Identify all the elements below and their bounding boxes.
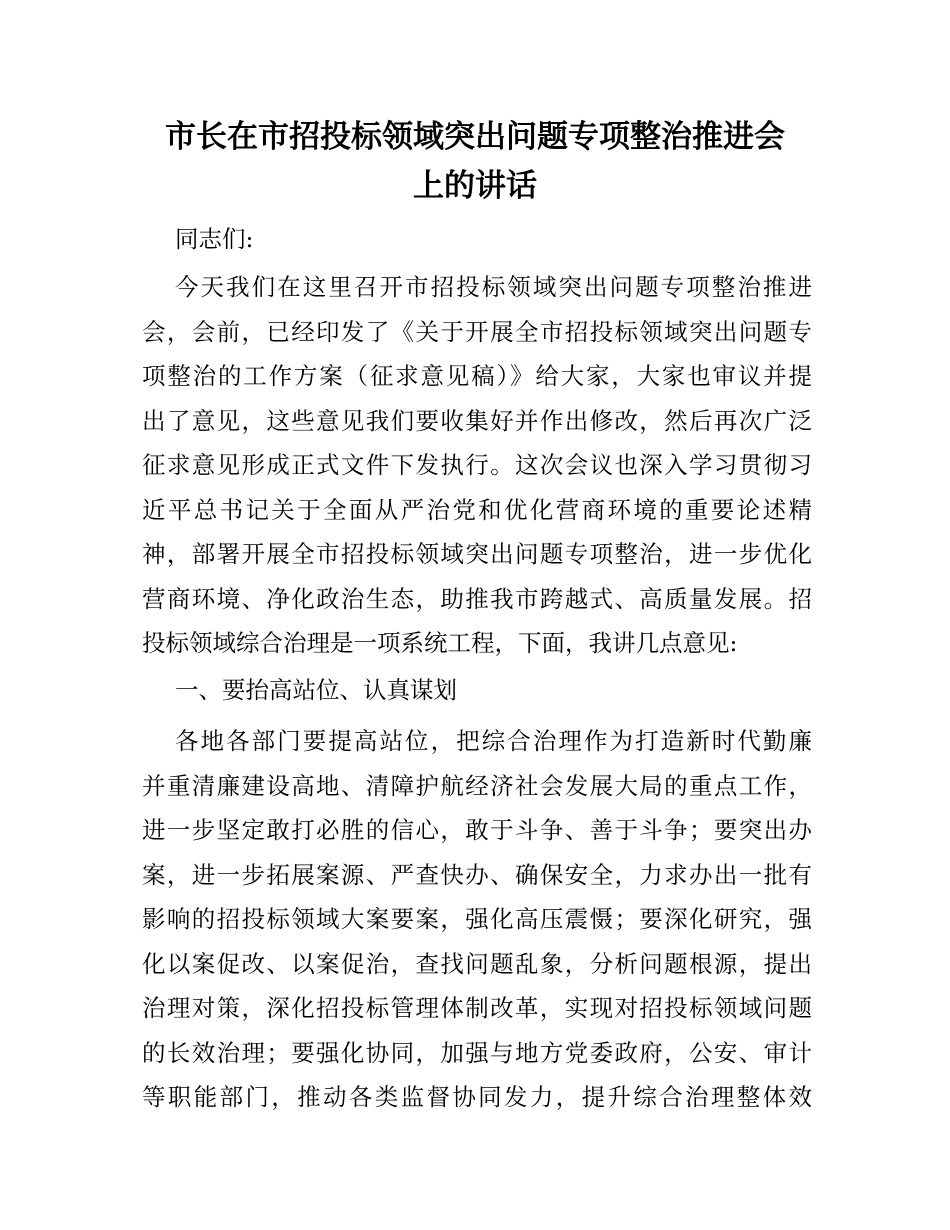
- paragraph-opening: [142, 265, 812, 666]
- paragraph-line: 化以案促改、以案促治，查找问题乱象，分析问题根源，提出: [142, 949, 812, 978]
- paragraph-line: 并重清廉建设高地、清障护航经济社会发展大局的重点工作，: [142, 771, 812, 800]
- section-heading: [142, 668, 812, 713]
- paragraph-line: 进一步坚定敢打必胜的信心，敢于斗争、善于斗争；要突出办: [142, 816, 812, 844]
- paragraph-line: 项整治的工作方案（征求意见稿）》给大家，大家也审议并提: [142, 362, 812, 390]
- paragraph-line: 今天我们在这里召开市招投标领域突出问题专项整治推进: [175, 273, 812, 301]
- paragraph-line: 征求意见形成正式文件下发执行。这次会议也深入学习贯彻习: [142, 451, 812, 479]
- section-heading-text: 一、要抬高站位、认真谋划: [175, 676, 457, 704]
- paragraph-line: 影响的招投标领域大案要案，强化高压震慑；要深化研究，强: [142, 905, 812, 933]
- paragraph-line: 等职能部门，推动各类监督协同发力，提升综合治理整体效: [142, 1083, 812, 1111]
- paragraph-line: 案，进一步拓展案源、严查快办、确保安全，力求办出一批有: [142, 860, 812, 889]
- paragraph-section-1: [142, 719, 812, 1120]
- paragraph-line: 的长效治理；要强化协同，加强与地方党委政府，公安、审计: [142, 1038, 812, 1067]
- paragraph-line: 会，会前，已经印发了《关于开展全市招投标领域突出问题专: [142, 317, 812, 346]
- salutation-text: 同志们:: [175, 225, 254, 253]
- paragraph-line: 投标领域综合治理是一项系统工程，下面，我讲几点意见:: [142, 629, 738, 657]
- salutation: [142, 217, 812, 262]
- paragraph-line: 治理对策，深化招投标管理体制改革，实现对招投标领域问题: [142, 994, 812, 1022]
- paragraph-line: 营商环境、净化政治生态，助推我市跨越式、高质量发展。招: [142, 584, 812, 613]
- paragraph-line: 出了意见，这些意见我们要收集好并作出修改，然后再次广泛: [142, 406, 812, 435]
- document-title: [140, 113, 810, 211]
- paragraph-line: 神，部署开展全市招投标领域突出问题专项整治，进一步优化: [142, 540, 812, 568]
- title-line: 市长在市招投标领域突出问题专项整治推进会: [165, 119, 785, 155]
- paragraph-line: 近平总书记关于全面从严治党和优化营商环境的重要论述精: [142, 495, 812, 524]
- paragraph-line: 各地各部门要提高站位，把综合治理作为打造新时代勤廉: [175, 727, 812, 755]
- title-line: 上的讲话: [413, 168, 537, 204]
